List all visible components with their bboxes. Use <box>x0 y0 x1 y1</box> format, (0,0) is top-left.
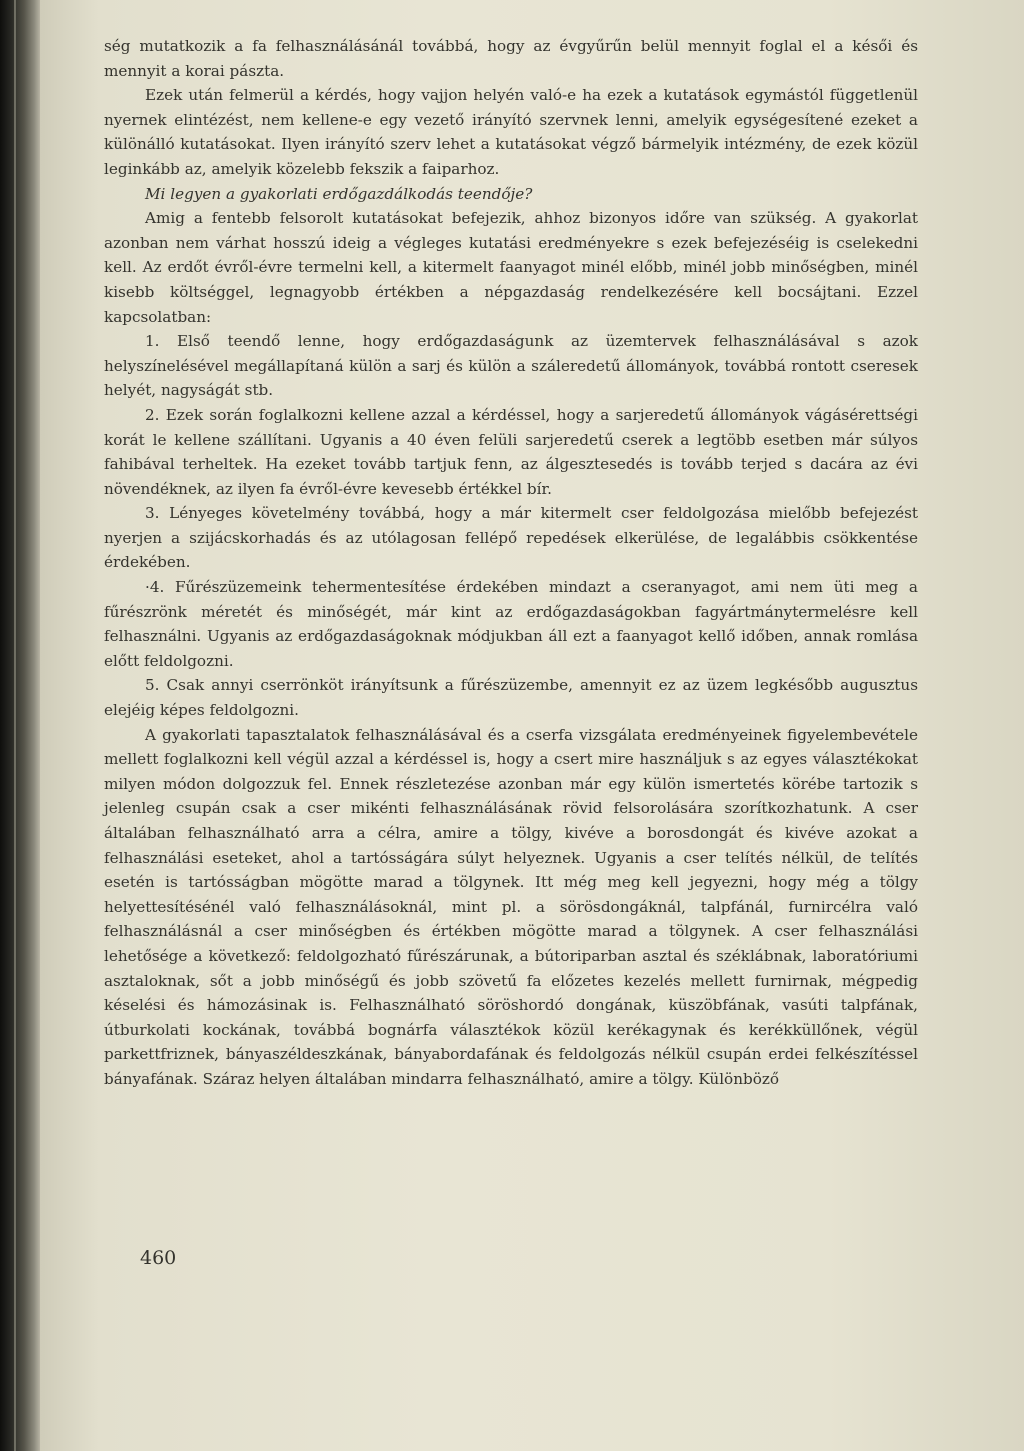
page-number: 460 <box>140 1247 177 1269</box>
list-item-2: 2. Ezek során foglalkozni kellene azzal a kérdéssel, hogy a sarjeredetű állományok vágásérettségi korát le kellene szállítani. Ugyanis a 40 éven felüli sarjeredetű cserek a legtöbb esetben már súlyos fahibával terheltek. Ha ezeket tovább tartjuk fenn, az álgesztesedés is tovább terjed s dacára az évi növendéknek, az ilyen fa évről-évre kevesebb értékkel bír. <box>104 405 918 498</box>
book-spine <box>0 0 40 1451</box>
paragraph-continuation: ség mutatkozik a fa felhasználásánál továbbá, hogy az évgyűrűn belül mennyit foglal el a késői és mennyit a korai pászta. <box>104 37 918 80</box>
list-item-4: ·4. Fűrészüzemeink tehermentesítése érdekében mindazt a cseranyagot, ami nem üti meg a fűrészrönk méretét és minőségét, már kint az erdőgazdaságokban fagyártmánytermelésre kell felhasználni. Ugyanis az erdőgazdaságoknak módjukban áll ezt a faanyagot kellő időben, annak romlása előtt feldolgozni. <box>104 578 918 670</box>
list-item-5: 5. Csak annyi cserrönköt irányítsunk a fűrészüzembe, amennyit ez az üzem legkésőbb augusztus elejéig képes feldolgozni. <box>104 676 918 720</box>
list-item-1: 1. Első teendő lenne, hogy erdőgazdaságunk az üzemtervek felhasználásával s azok helyszínelésével megállapítaná külön a sarj és külön a száleredetű állományok, továbbá rontott cseresek helyét, nagyságát stb. <box>104 332 918 400</box>
paragraph-research-coordination: Ezek után felmerül a kérdés, hogy vajjon helyén való-e ha ezek a kutatások egymástól függetlenül nyernek elintézést, nem kellene-e egy vezető irányító szervnek lenni, amelyik egységesítené ezeket a különálló kutatásokat. Ilyen irányító szerv lehet a kutatásokat végző bármelyik intézmény, de ezek közül leginkább az, amelyik közelebb fekszik a faiparhoz. <box>104 86 918 178</box>
paragraph-practice-intro: Amig a fentebb felsorolt kutatásokat befejezik, ahhoz bizonyos időre van szükség. A gyakorlat azonban nem várhat hosszú ideig a végleges kutatási eredményekre s ezek befejezéséig is cselekedni kell. Az erdőt évről-évre termelni kell, a kitermelt faanyagot minél előbb, minél jobb minőségben, minél kisebb költséggel, legnagyobb értékben a népgazdaság rendelkezésére kell bocsájtani. Ezzel kapcsolatban: <box>104 209 918 326</box>
list-item-3: 3. Lényeges követelmény továbbá, hogy a már kitermelt cser feldolgozása mielőbb befejezést nyerjen a szijácskorhadás és az utólagosan fellépő repedések elkerülése, de legalábbis csökkentése érdekében. <box>104 504 918 572</box>
body-text <box>104 34 918 1092</box>
question-text: Mi legyen a gyakorlati erdőgazdálkodás teendője? <box>145 184 533 203</box>
paragraph-uses-of-oak: A gyakorlati tapasztalatok felhasználásával és a cserfa vizsgálata eredményeinek figyelembevétele mellett foglalkozni kell végül azzal a kérdéssel is, hogy a csert mire használjuk s az egyes választékokat milyen módon dolgozzuk fel. Ennek részletezése azonban már egy külön ismertetés körébe tartozik s jelenleg csupán csak a cser mikénti felhasználásának rövid felsorolására szorítkozhatunk. A cser általában felhasználható arra a célra, amire a tölgy, kivéve a borosdongát és kivéve azokat a felhasználási eseteket, ahol a tartósságára súlyt helyeznek. Ugyanis a cser telítés nélkül, de telítés esetén is tartósságban mögötte marad a tölgynek. Itt még meg kell jegyezni, hogy még a tölgy helyettesítésénél való felhasználásoknál, mint pl. a sörösdongáknál, talpfánál, furnircélra való felhasználásnál a cser minőségben és értékben mögötte marad a tölgynek. A cser felhasználási lehetősége a következő: feldolgozható fűrészárunak, a bútoriparban asztal és széklábnak, laboratóriumi asztaloknak, sőt a jobb minőségű és jobb szövetű fa előzetes kezelés mellett furnirnak, mégpedig késelési és hámozásinak is. Felhasználható söröshordó dongának, küszöbfának, vasúti talpfának, útburkolati kockának, továbbá bognárfa választékok közül kerékagynak és kerékküllőnek, végül parkettfriznek, bányaszéldeszkának, bányabordafának és feldolgozás nélkül csupán erdei felkészítéssel bányafának. Száraz helyen általában mindarra felhasználható, amire a tölgy. Különböző <box>104 725 918 1088</box>
paragraph-question-heading <box>104 182 918 207</box>
spine-binding-line <box>14 0 16 1451</box>
